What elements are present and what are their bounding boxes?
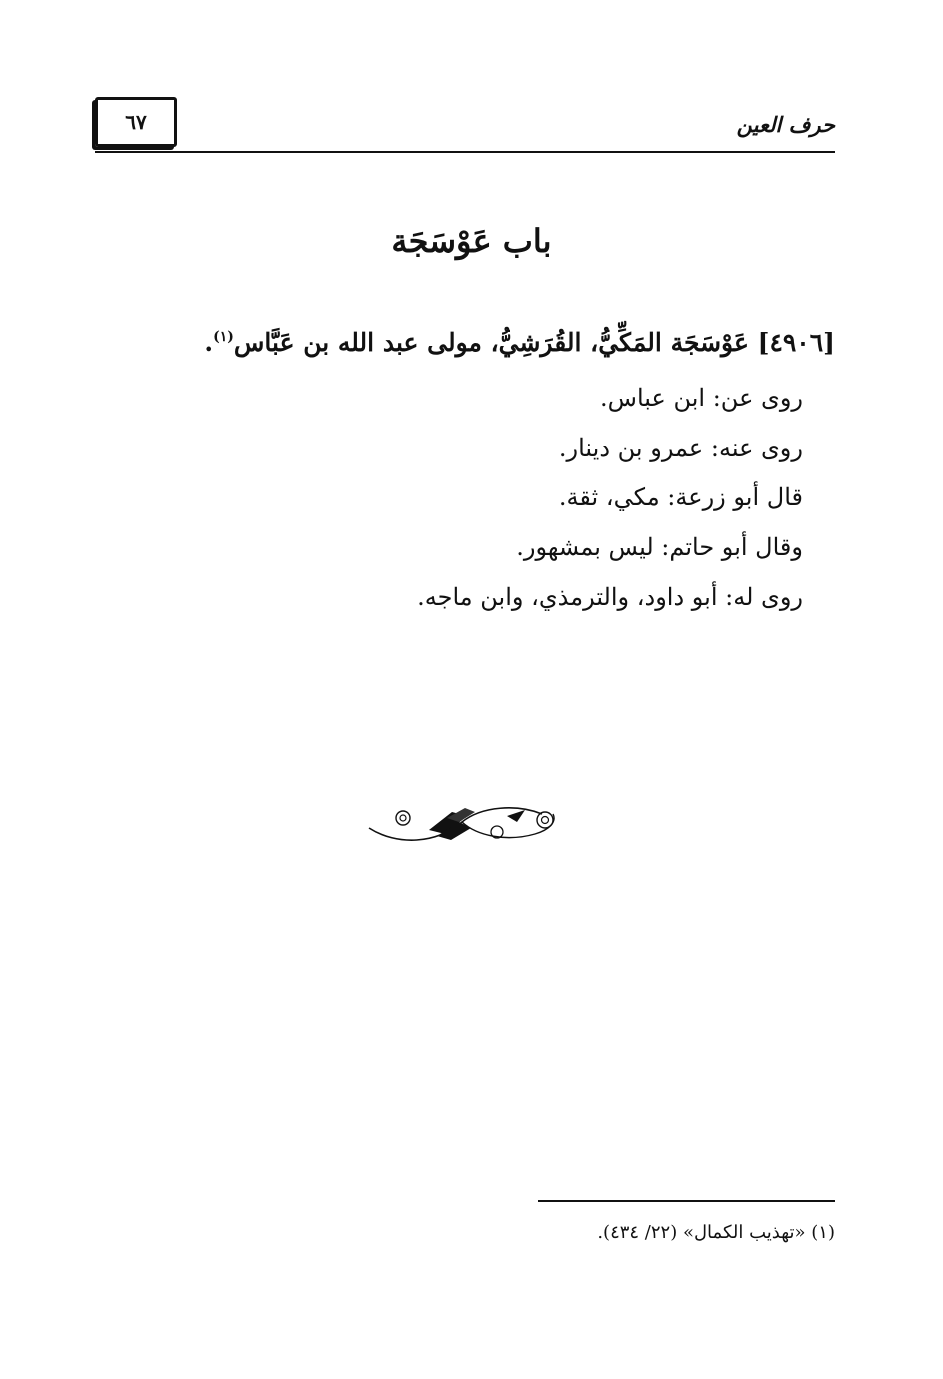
footnote-rule — [538, 1200, 835, 1202]
entry-line-abu-zura: قال أبو زرعة: مكي، ثقة. — [558, 483, 803, 511]
running-header-title: حرف العين — [736, 112, 835, 137]
section-title: باب عَوْسَجَة — [391, 222, 552, 260]
entry-line-narrated-by-books: روى له: أبو داود، والترمذي، وابن ماجه. — [417, 583, 803, 611]
entry-heading-text: [٤٩٠٦] عَوْسَجَة المَكِّيُّ، القُرَشِيُّ، مولى عبد الله بن عَبَّاس — [233, 328, 835, 357]
entry-line-abu-hatim: وقال أبو حاتم: ليس بمشهور. — [516, 533, 803, 561]
page-number-box — [95, 97, 177, 147]
footnote-reference[interactable]: (١) — [213, 329, 234, 345]
floral-divider-icon — [367, 800, 562, 846]
entry-heading — [170, 328, 835, 357]
entry-line-narrated-from: روى عن: ابن عباس. — [600, 384, 803, 412]
entry-line-narrated-by: روى عنه: عمرو بن دينار. — [558, 434, 803, 462]
entry-heading-end: . — [204, 328, 214, 357]
page-number: ٦٧ — [125, 110, 147, 134]
footnote: (١) «تهذيب الكمال» (٢٢/ ٤٣٤). — [597, 1222, 835, 1243]
header-rule — [95, 151, 835, 153]
